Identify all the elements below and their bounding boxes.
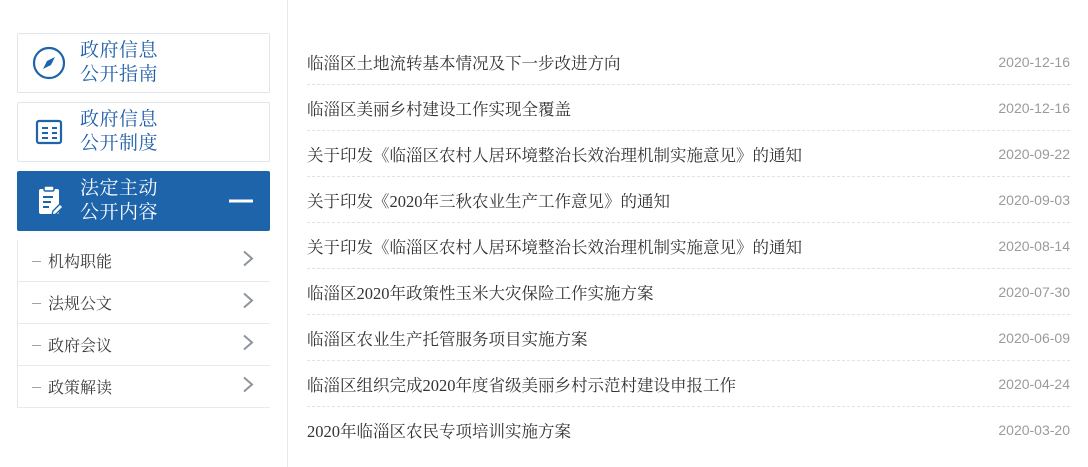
chevron-right-icon: [242, 249, 254, 272]
sidebar-card-label: [80, 108, 158, 156]
list-item-title[interactable]: 临淄区土地流转基本情况及下一步改进方向: [307, 53, 621, 73]
document-lines-icon: [18, 112, 80, 152]
list-item[interactable]: [307, 315, 1070, 361]
list-item[interactable]: [307, 223, 1070, 269]
list-item-title[interactable]: 临淄区农业生产托管服务项目实施方案: [307, 329, 588, 349]
list-item-date: 2020-04-24: [998, 375, 1070, 392]
list-item[interactable]: [307, 269, 1070, 315]
sidebar: [17, 33, 270, 408]
sidebar-card-label-line1: 法定主动: [80, 178, 159, 199]
list-item[interactable]: [307, 131, 1070, 177]
list-item-date: 2020-09-03: [998, 191, 1070, 208]
sidebar-submenu: [17, 240, 270, 408]
sidebar-card-government-info-system[interactable]: [17, 102, 270, 162]
list-item[interactable]: [307, 361, 1070, 407]
sidebar-item-label: 法规公文: [48, 296, 113, 313]
list-item-title[interactable]: 临淄区美丽乡村建设工作实现全覆盖: [307, 99, 571, 119]
list-item-title[interactable]: 关于印发《临淄区农村人居环境整治长效治理机制实施意见》的通知: [307, 237, 802, 257]
sidebar-item-organization-functions[interactable]: [18, 240, 270, 282]
clipboard-pen-icon: [18, 181, 80, 221]
list-item-date: 2020-12-16: [998, 99, 1070, 116]
sidebar-card-label-line2: 公开制度: [80, 133, 159, 154]
bullet-dash-icon: [32, 387, 41, 388]
sidebar-card-label-line2: 公开内容: [80, 202, 159, 223]
sidebar-card-label-line1: 政府信息: [80, 40, 159, 61]
list-item[interactable]: [307, 177, 1070, 223]
list-item-date: 2020-03-20: [998, 421, 1070, 438]
bullet-dash-icon: [32, 261, 41, 262]
list-item-date: 2020-08-14: [998, 237, 1070, 254]
sidebar-card-label-line2: 公开指南: [80, 64, 159, 85]
chevron-right-icon: [242, 291, 254, 314]
list-item-title[interactable]: 2020年临淄区农民专项培训实施方案: [307, 421, 571, 441]
compass-icon: [18, 43, 80, 83]
sidebar-item-label: 政府会议: [48, 338, 113, 355]
list-item-date: 2020-12-16: [998, 53, 1070, 70]
sidebar-item-label: 机构职能: [48, 254, 113, 271]
sidebar-card-label: [80, 39, 158, 87]
chevron-right-icon: [242, 375, 254, 398]
bullet-dash-icon: [32, 303, 41, 304]
list-item-date: 2020-07-30: [998, 283, 1070, 300]
list-item-title[interactable]: 临淄区2020年政策性玉米大灾保险工作实施方案: [307, 283, 654, 303]
chevron-right-icon: [242, 333, 254, 356]
sidebar-card-label-line1: 政府信息: [80, 109, 159, 130]
sidebar-item-government-meetings[interactable]: [18, 324, 270, 366]
list-item[interactable]: [307, 85, 1070, 131]
list-item-title[interactable]: 关于印发《临淄区农村人居环境整治长效治理机制实施意见》的通知: [307, 145, 802, 165]
sidebar-card-government-info-guide[interactable]: [17, 33, 270, 93]
bullet-dash-icon: [32, 345, 41, 346]
sidebar-item-label: 政策解读: [48, 380, 113, 397]
list-item-date: 2020-06-09: [998, 329, 1070, 346]
sidebar-item-laws-documents[interactable]: [18, 282, 270, 324]
sidebar-card-statutory-disclosure[interactable]: [17, 171, 270, 231]
list-item-date: 2020-09-22: [998, 145, 1070, 162]
list-item-title[interactable]: 临淄区组织完成2020年度省级美丽乡村示范村建设申报工作: [307, 375, 736, 395]
sidebar-item-policy-interpretation[interactable]: [18, 366, 270, 408]
list-item[interactable]: [307, 39, 1070, 85]
vertical-divider: [287, 0, 288, 467]
list-item-title[interactable]: 关于印发《2020年三秋农业生产工作意见》的通知: [307, 191, 670, 211]
news-list: [307, 39, 1070, 452]
list-item[interactable]: [307, 407, 1070, 452]
sidebar-card-label: [80, 177, 158, 225]
collapse-minus-icon[interactable]: [229, 200, 253, 203]
